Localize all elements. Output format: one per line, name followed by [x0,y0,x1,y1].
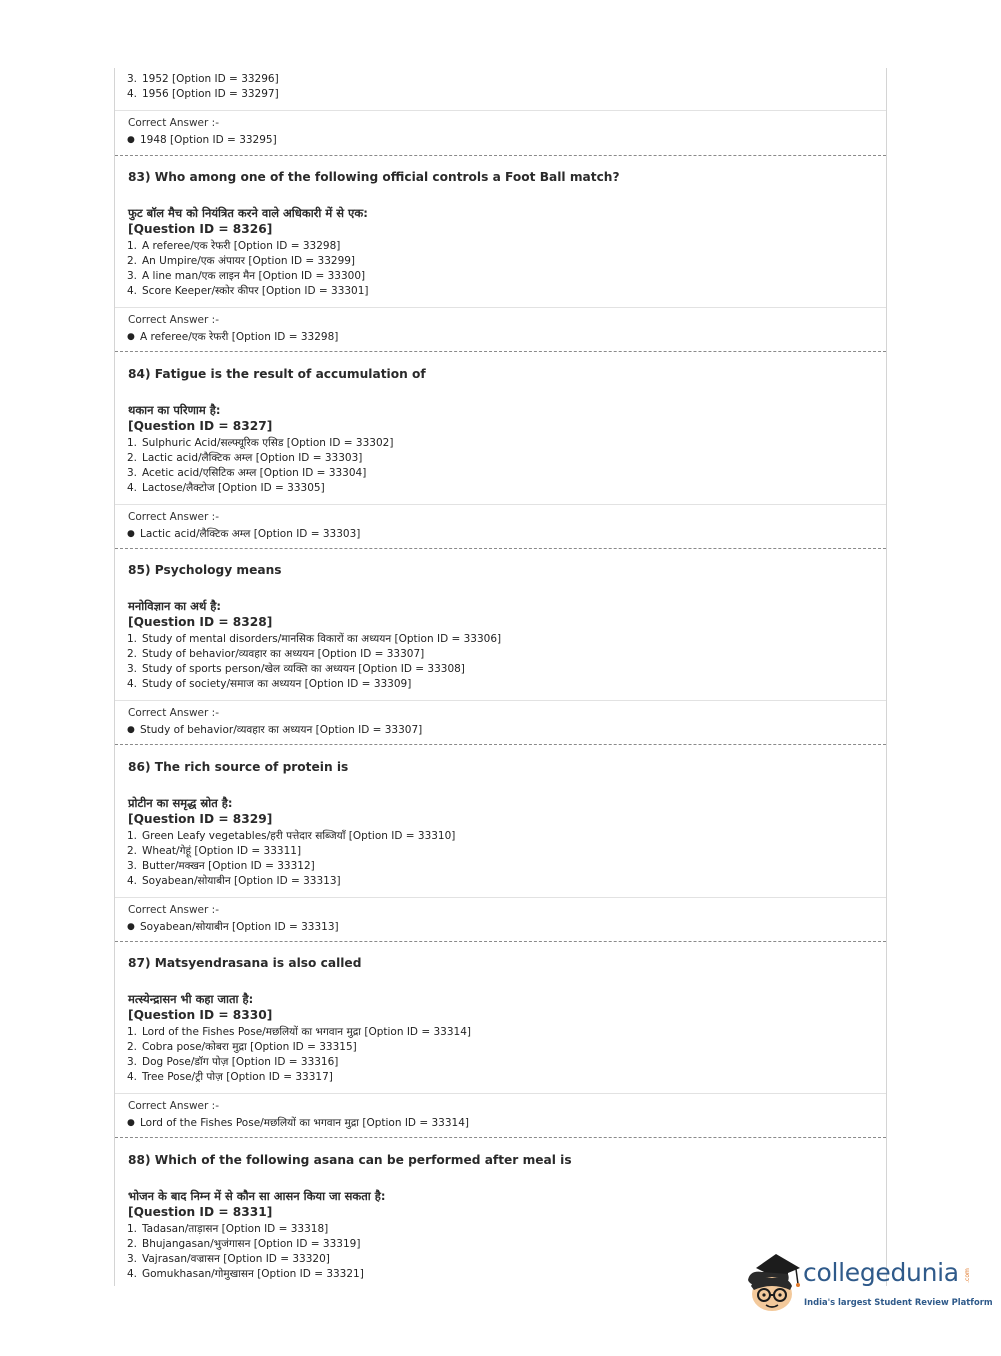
correct-answer: ● Lactic acid/लैक्टिक अम्ल [Option ID = 33303] [127,528,361,540]
question-title: 86) The rich source of protein is [128,760,349,774]
option-line: 1. A referee/एक रेफरी [Option ID = 33298] [127,240,341,252]
question-hindi: फुट बॉल मैच को नियंत्रित करने वाले अधिकारी में से एक: [128,206,368,220]
correct-answer-label: Correct Answer :- [128,314,219,326]
question-title: 85) Psychology means [128,563,282,577]
correct-answer-label: Correct Answer :- [128,511,219,523]
option-line: 2. Study of behavior/व्यवहार का अध्ययन [Option ID = 33307] [127,648,425,660]
correct-answer-label: Correct Answer :- [128,707,219,719]
separator [115,700,886,701]
question-id: [Question ID = 8329] [128,812,273,826]
option-line: 4. Gomukhasan/गोमुखासन [Option ID = 33321] [127,1268,364,1280]
question-hindi: थकान का परिणाम है: [128,403,221,417]
question-id: [Question ID = 8327] [128,419,273,433]
question-hindi: भोजन के बाद निम्न में से कौन सा आसन किया जा सकता है: [128,1189,386,1203]
question-title: 84) Fatigue is the result of accumulation of [128,367,426,381]
question-hindi: प्रोटीन का समृद्ध स्रोत है: [128,796,233,810]
option-line: 1. Green Leafy vegetables/हरी पत्तेदार सब्जियाँ [Option ID = 33310] [127,830,456,842]
question-divider [115,744,886,745]
correct-answer: ● Lord of the Fishes Pose/मछलियों का भगवान मुद्रा [Option ID = 33314] [127,1117,469,1129]
question-id: [Question ID = 8330] [128,1008,273,1022]
bullet-icon: ● [127,135,135,145]
question-divider [115,351,886,352]
correct-answer: ● Soyabean/सोयाबीन [Option ID = 33313] [127,921,339,933]
logo-wordmark: collegedunia [803,1258,959,1287]
option-line: 1. Lord of the Fishes Pose/मछलियों का भगवान मुद्रा [Option ID = 33314] [127,1026,471,1038]
option-line: 2. An Umpire/एक अंपायर [Option ID = 33299] [127,255,356,267]
question-divider [115,1137,886,1138]
bullet-icon: ● [127,725,135,735]
mascot-icon [742,1250,802,1314]
separator [115,307,886,308]
option-line: 3. Dog Pose/डॉग पोज़ [Option ID = 33316] [127,1056,339,1068]
correct-answer-label: Correct Answer :- [128,1100,219,1112]
bullet-icon: ● [127,1118,135,1128]
option-line: 3. A line man/एक लाइन मैन [Option ID = 33300] [127,270,366,282]
question-hindi: मनोविज्ञान का अर्थ है: [128,599,222,613]
option-line: 3. Study of sports person/खेल व्यक्ति का अध्ययन [Option ID = 33308] [127,663,465,675]
separator [115,1093,886,1094]
bullet-icon: ● [127,922,135,932]
option-line: 1. Sulphuric Acid/सल्फ्यूरिक एसिड [Option ID = 33302] [127,437,394,449]
option-line: 2. Lactic acid/लैक्टिक अम्ल [Option ID = 33303] [127,452,363,464]
option-line: 2. Cobra pose/कोबरा मुद्रा [Option ID = 33315] [127,1041,357,1053]
option-line: 4. Score Keeper/स्कोर कीपर [Option ID = 33301] [127,285,369,297]
option-line: 3. Vajrasan/वज्रासन [Option ID = 33320] [127,1253,330,1265]
option-line: 4. Study of society/समाज का अध्ययन [Option ID = 33309] [127,678,412,690]
collegedunia-logo [742,1250,993,1314]
logo-suffix: .com [963,1268,971,1283]
question-hindi: मत्स्येन्द्रासन भी कहा जाता है: [128,992,254,1006]
correct-answer: ● A referee/एक रेफरी [Option ID = 33298] [127,331,339,343]
option-line: 4. Soyabean/सोयाबीन [Option ID = 33313] [127,875,341,887]
logo-tagline: India's largest Student Review Platform [804,1297,993,1307]
question-id: [Question ID = 8328] [128,615,273,629]
correct-answer: ● 1948 [Option ID = 33295] [127,134,277,146]
correct-answer: ● Study of behavior/व्यवहार का अध्ययन [Option ID = 33307] [127,724,423,736]
option-line: 3. 1952 [Option ID = 33296] [127,73,279,85]
option-line: 2. Bhujangasan/भुजंगासन [Option ID = 33319] [127,1238,361,1250]
question-divider [115,941,886,942]
question-id: [Question ID = 8331] [128,1205,273,1219]
separator [115,110,886,111]
correct-answer-label: Correct Answer :- [128,117,219,129]
bullet-icon: ● [127,529,135,539]
separator [115,504,886,505]
option-line: 1. Tadasan/ताड़ासन [Option ID = 33318] [127,1223,329,1235]
option-line: 2. Wheat/गेहूं [Option ID = 33311] [127,845,302,857]
question-divider [115,548,886,549]
question-id: [Question ID = 8326] [128,222,273,236]
question-divider [115,155,886,156]
question-title: 83) Who among one of the following official controls a Foot Ball match? [128,170,620,184]
option-line: 4. Lactose/लैक्टोज [Option ID = 33305] [127,482,325,494]
option-line: 3. Butter/मक्खन [Option ID = 33312] [127,860,315,872]
correct-answer-label: Correct Answer :- [128,904,219,916]
bullet-icon: ● [127,332,135,342]
question-title: 88) Which of the following asana can be performed after meal is [128,1153,572,1167]
option-line: 4. Tree Pose/ट्री पोज़ [Option ID = 33317] [127,1071,333,1083]
question-title: 87) Matsyendrasana is also called [128,956,362,970]
option-line: 3. Acetic acid/एसिटिक अम्ल [Option ID = 33304] [127,467,367,479]
separator [115,897,886,898]
question-paper-frame [114,68,887,1286]
option-line: 4. 1956 [Option ID = 33297] [127,88,279,100]
option-line: 1. Study of mental disorders/मानसिक विकारों का अध्ययन [Option ID = 33306] [127,633,502,645]
